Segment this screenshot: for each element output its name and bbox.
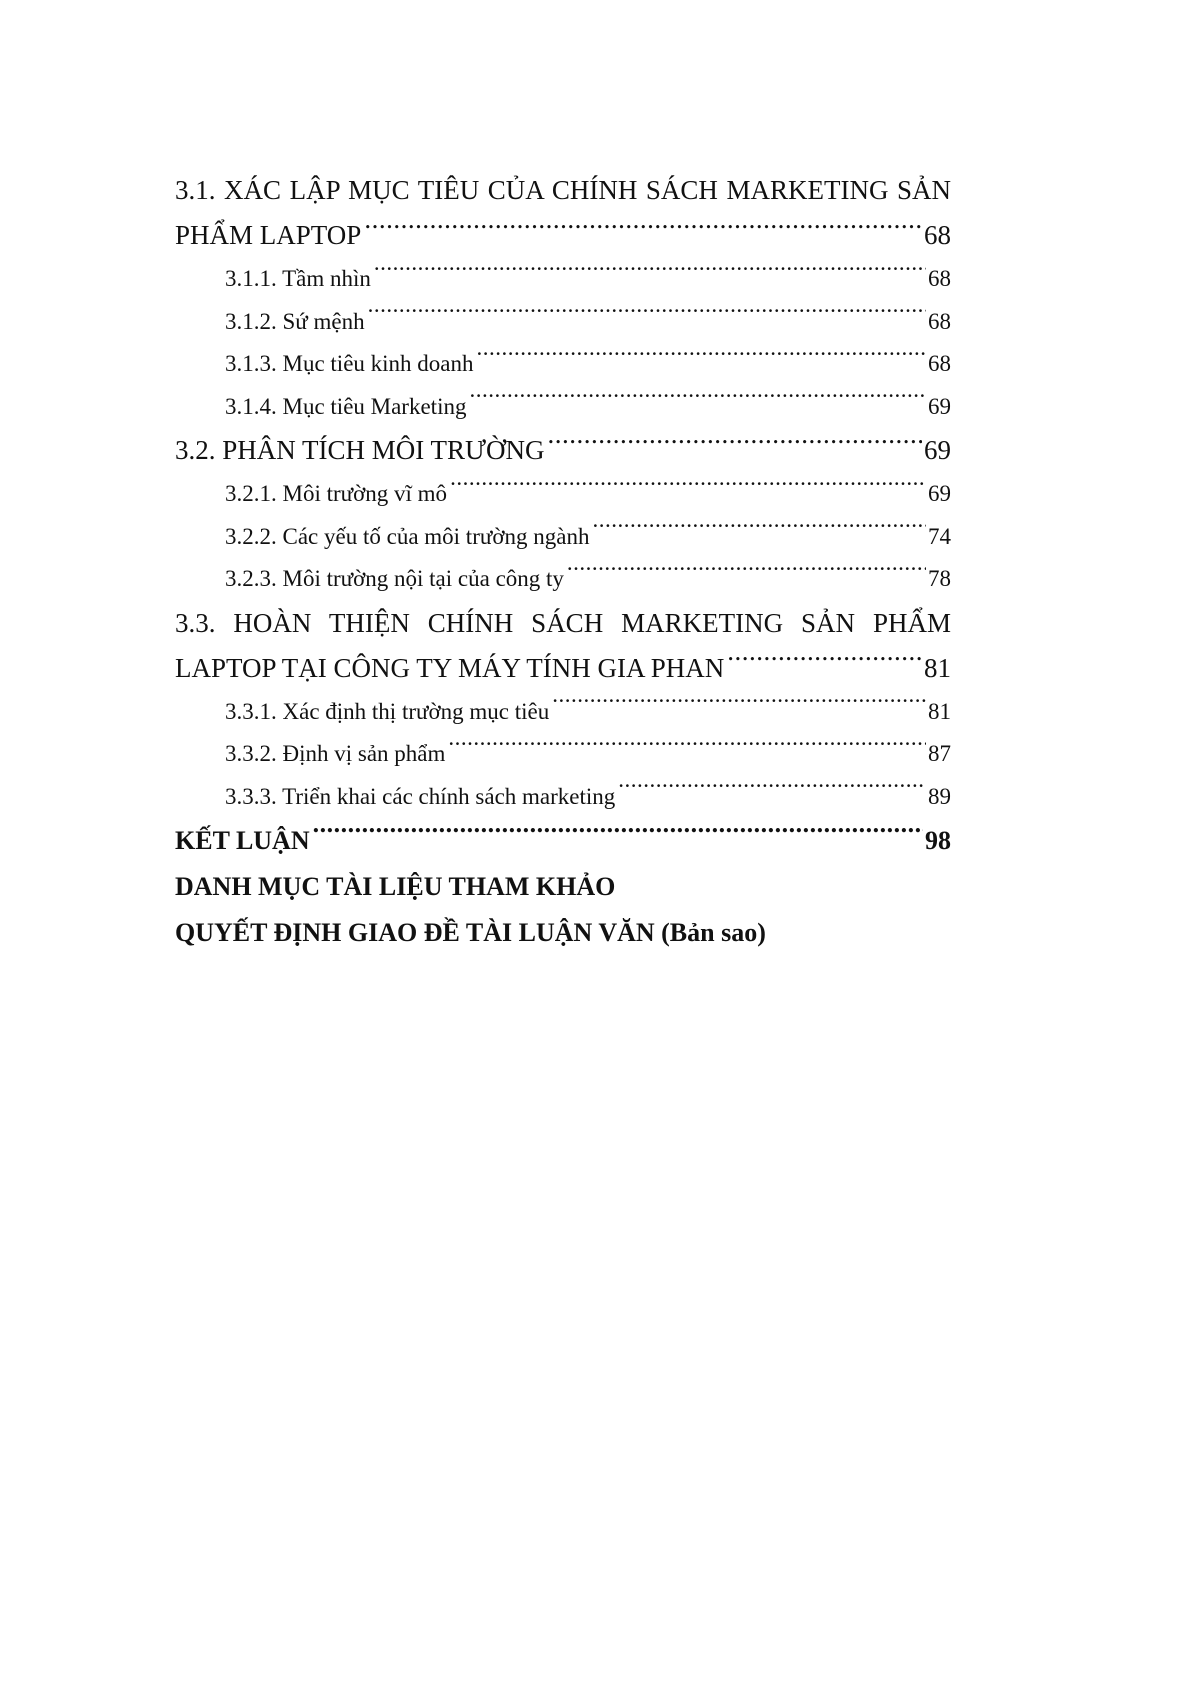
toc-entry-label: 3.2. PHÂN TÍCH MÔI TRƯỜNG <box>175 435 545 465</box>
toc-entry-label: 3.1.1. Tầm nhìn <box>225 266 371 291</box>
toc-entry-3-3-line1[interactable]: 3.3. HOÀN THIỆN CHÍNH SÁCH MARKETING SẢN PHẨM <box>175 607 951 638</box>
toc-entry-conclusion[interactable] <box>175 818 951 864</box>
page-number: 68 <box>928 308 951 334</box>
toc-entry-label: 3.2.1. Môi trường vĩ mô <box>225 481 448 506</box>
dot-leader <box>618 781 926 804</box>
toc-entry-3-1-3[interactable] <box>175 343 951 386</box>
page-number: 87 <box>928 741 951 766</box>
dot-leader <box>368 306 926 329</box>
page-number: 74 <box>928 523 951 549</box>
toc-entry-decision[interactable]: QUYẾT ĐỊNH GIAO ĐỀ TÀI LUẬN VĂN (Bản sao) <box>175 918 766 947</box>
toc-entry-3-2[interactable] <box>175 428 951 473</box>
toc-entry-3-3-2[interactable] <box>175 733 951 776</box>
page-number: 98 <box>925 826 951 855</box>
dot-leader <box>364 217 922 244</box>
toc-entry-3-1-1[interactable] <box>175 258 951 301</box>
toc-entry-3-2-1[interactable] <box>175 473 951 516</box>
toc-entry-3-1-4[interactable] <box>175 386 951 429</box>
dot-leader <box>477 348 927 371</box>
toc-entry-label: 3.3.2. Định vị sản phẩm <box>225 741 446 766</box>
toc-entry-3-2-2[interactable] <box>175 516 951 559</box>
toc-entry-3-2-3[interactable] <box>175 558 951 601</box>
toc-entry-3-3-1[interactable] <box>175 691 951 734</box>
page-number: 81 <box>928 698 951 724</box>
toc-entry-label: KẾT LUẬN <box>175 826 310 855</box>
toc-entry-3-1-line1[interactable]: 3.1. XÁC LẬP MỤC TIÊU CỦA CHÍNH SÁCH MARKETING SẢN <box>175 175 951 205</box>
dot-leader <box>450 478 926 501</box>
page-number: 68 <box>924 220 951 250</box>
dot-leader <box>313 823 923 849</box>
toc-entry-label: PHẨM LAPTOP <box>175 220 362 250</box>
dot-leader <box>552 696 926 719</box>
toc-entry-references[interactable]: DANH MỤC TÀI LIỆU THAM KHẢO <box>175 872 616 901</box>
toc-entry-3-1-2[interactable] <box>175 301 951 344</box>
page-number: 68 <box>928 351 951 376</box>
toc-entry-3-3-3[interactable] <box>175 776 951 819</box>
dot-leader <box>374 263 926 286</box>
toc-entry-label: LAPTOP TẠI CÔNG TY MÁY TÍNH GIA PHAN <box>175 652 725 683</box>
page-number: 69 <box>928 393 951 419</box>
dot-leader <box>592 521 926 544</box>
page-number: 81 <box>924 652 951 683</box>
dot-leader <box>567 563 926 586</box>
dot-leader <box>547 432 922 459</box>
toc-entry-label: 3.2.2. Các yếu tố của môi trường ngành <box>225 523 590 549</box>
page-number: 69 <box>928 481 951 506</box>
toc-entry-label: 3.3.3. Triển khai các chính sách marketing <box>225 783 616 809</box>
toc-entry-label: 3.3.1. Xác định thị trường mục tiêu <box>225 698 550 724</box>
toc-entry-label: 3.1.2. Sứ mệnh <box>225 308 365 334</box>
toc-entry-label: 3.2.3. Môi trường nội tại của công ty <box>225 566 564 591</box>
dot-leader <box>448 738 926 761</box>
toc-entry-3-3[interactable] <box>175 646 951 691</box>
page-number: 89 <box>928 783 951 809</box>
dot-leader <box>727 650 922 677</box>
toc-entry-3-1[interactable] <box>175 213 951 258</box>
toc-entry-label: 3.1.4. Mục tiêu Marketing <box>225 393 467 419</box>
page-number: 78 <box>928 566 951 591</box>
toc-entry-label: 3.1.3. Mục tiêu kinh doanh <box>225 351 474 376</box>
page-number: 69 <box>924 435 951 465</box>
table-of-contents <box>175 168 951 956</box>
dot-leader <box>469 391 926 414</box>
page-number: 68 <box>928 266 951 291</box>
